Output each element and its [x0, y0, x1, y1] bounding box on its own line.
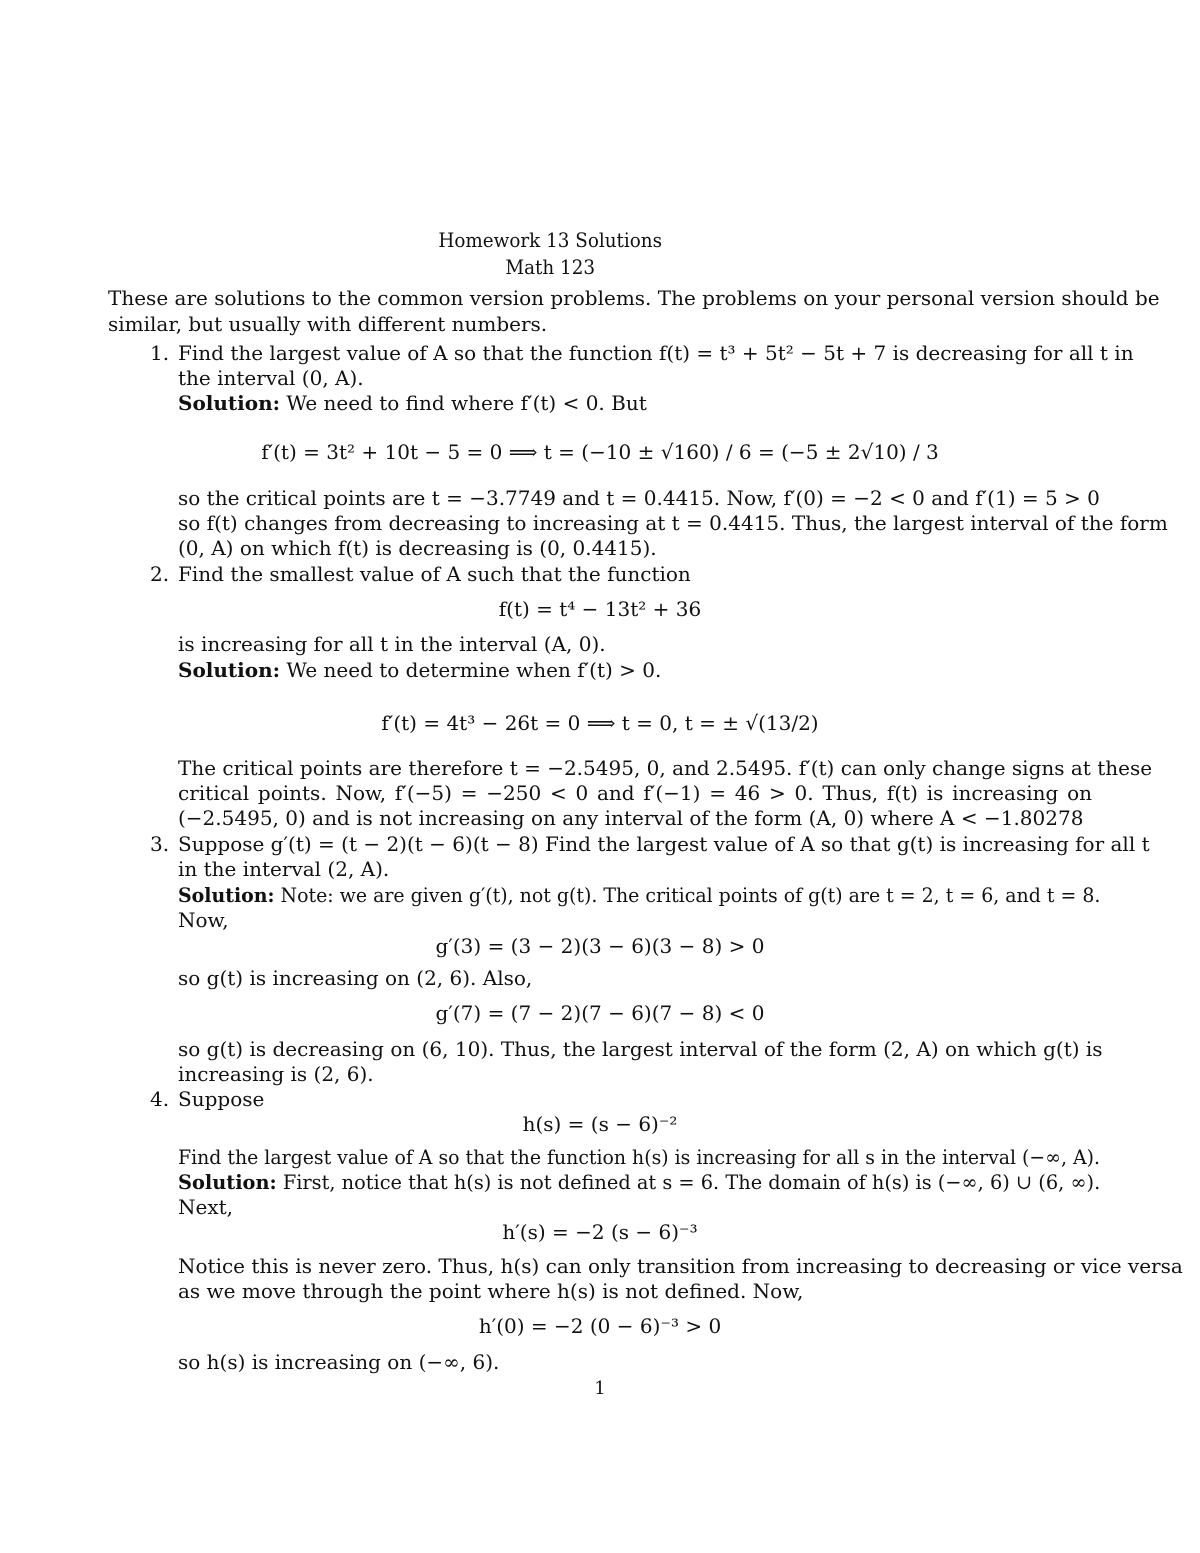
problem-4-question-line-2: Find the largest value of A so that the function h(s) is increasing for all s in the interval (−∞, A). — [178, 1145, 1100, 1169]
document-title: Homework 13 Solutions — [438, 228, 663, 252]
problem-3-question-line-1: Suppose g′(t) = (t − 2)(t − 6)(t − 8) Find the largest value of A so that g(t) is increasing for all t — [178, 832, 1150, 856]
problem-4-question-line-1: Suppose — [178, 1087, 265, 1111]
problem-3-solution-line-1 — [178, 883, 1100, 907]
problem-4-solution-line-3: Notice this is never zero. Thus, h(s) can only transition from increasing to decreasing or vice versa — [178, 1254, 1183, 1278]
solution-text: We need to determine when f′(t) > 0. — [286, 658, 662, 682]
solution-text: We need to find where f′(t) < 0. But — [286, 391, 647, 415]
solution-label: Solution: — [178, 658, 281, 682]
solution-label: Solution: — [178, 391, 281, 415]
problem-4-equation-1: h(s) = (s − 6)⁻² — [522, 1112, 678, 1136]
problem-3-solution-line-2: Now, — [178, 908, 229, 932]
problem-2-question-line-2: is increasing for all t in the interval (A, 0). — [178, 632, 606, 656]
problem-2-equation-1: f(t) = t⁴ − 13t² + 36 — [498, 597, 702, 621]
problem-2-solution-line-4: (−2.5495, 0) and is not increasing on any interval of the form (A, 0) where A < −1.80278 — [178, 806, 1084, 830]
page-number: 1 — [594, 1378, 606, 1399]
problem-2-solution-line-2: The critical points are therefore t = −2.5495, 0, and 2.5495. f′(t) can only change signs at these — [178, 756, 1153, 780]
problem-4-solution-line-5: so h(s) is increasing on (−∞, 6). — [178, 1350, 500, 1374]
problem-2-equation-2: f′(t) = 4t³ − 26t = 0 ⟹ t = 0, t = ± √(13/2) — [381, 711, 819, 735]
intro-line-2: similar, but usually with different numbers. — [108, 312, 548, 336]
problem-4-solution-line-2: Next, — [178, 1195, 234, 1219]
problem-1-solution-line-2: so the critical points are t = −3.7749 and t = 0.4415. Now, f′(0) = −2 < 0 and f′(1) = 5 > 0 — [178, 486, 1100, 510]
problem-2-number: 2. — [150, 562, 170, 586]
problem-1-question-line-2: the interval (0, A). — [178, 366, 364, 390]
problem-3-equation-1: g′(3) = (3 − 2)(3 − 6)(3 − 8) > 0 — [435, 934, 765, 958]
problem-4-solution-line-4: as we move through the point where h(s) is not defined. Now, — [178, 1279, 804, 1303]
problem-1-solution-line-3: so f(t) changes from decreasing to increasing at t = 0.4415. Thus, the largest interval of the form — [178, 511, 1168, 535]
problem-3-question-line-2: in the interval (2, A). — [178, 857, 390, 881]
intro-line-1: These are solutions to the common version problems. The problems on your personal version should be — [108, 286, 1160, 310]
problem-2-solution-line-1 — [178, 658, 661, 682]
problem-4-number: 4. — [150, 1087, 170, 1111]
problem-1-equation: f′(t) = 3t² + 10t − 5 = 0 ⟹ t = (−10 ± √160) / 6 = (−5 ± 2√10) / 3 — [261, 440, 939, 464]
problem-1-question-line-1: Find the largest value of A so that the function f(t) = t³ + 5t² − 5t + 7 is decreasing for all t in — [178, 341, 1134, 365]
solution-text: Note: we are given g′(t), not g(t). The critical points of g(t) are t = 2, t = 6, and t = 8. — [280, 883, 1101, 907]
problem-3-solution-line-5: increasing is (2, 6). — [178, 1062, 374, 1086]
problem-1-solution-line-1 — [178, 391, 647, 415]
solution-label: Solution: — [178, 883, 275, 907]
problem-4-solution-line-1 — [178, 1170, 1100, 1194]
problem-3-solution-line-3: so g(t) is increasing on (2, 6). Also, — [178, 966, 533, 990]
solution-text: First, notice that h(s) is not defined at s = 6. The domain of h(s) is (−∞, 6) ∪ (6, ∞). — [282, 1170, 1101, 1194]
course-name: Math 123 — [505, 255, 596, 279]
solution-label: Solution: — [178, 1170, 277, 1194]
problem-2-question-line-1: Find the smallest value of A such that the function — [178, 562, 691, 586]
problem-2-solution-line-3: critical points. Now, f′(−5) = −250 < 0 and f′(−1) = 46 > 0. Thus, f(t) is increasing on — [178, 781, 1092, 805]
problem-3-solution-line-4: so g(t) is decreasing on (6, 10). Thus, the largest interval of the form (2, A) on which g(t) is — [178, 1037, 1103, 1061]
problem-4-equation-2: h′(s) = −2 (s − 6)⁻³ — [502, 1220, 698, 1244]
problem-1-solution-line-4: (0, A) on which f(t) is decreasing is (0, 0.4415). — [178, 536, 657, 560]
problem-1-number: 1. — [150, 341, 170, 365]
problem-4-equation-3: h′(0) = −2 (0 − 6)⁻³ > 0 — [478, 1314, 722, 1338]
problem-3-equation-2: g′(7) = (7 − 2)(7 − 6)(7 − 8) < 0 — [435, 1001, 765, 1025]
problem-3-number: 3. — [150, 832, 170, 856]
